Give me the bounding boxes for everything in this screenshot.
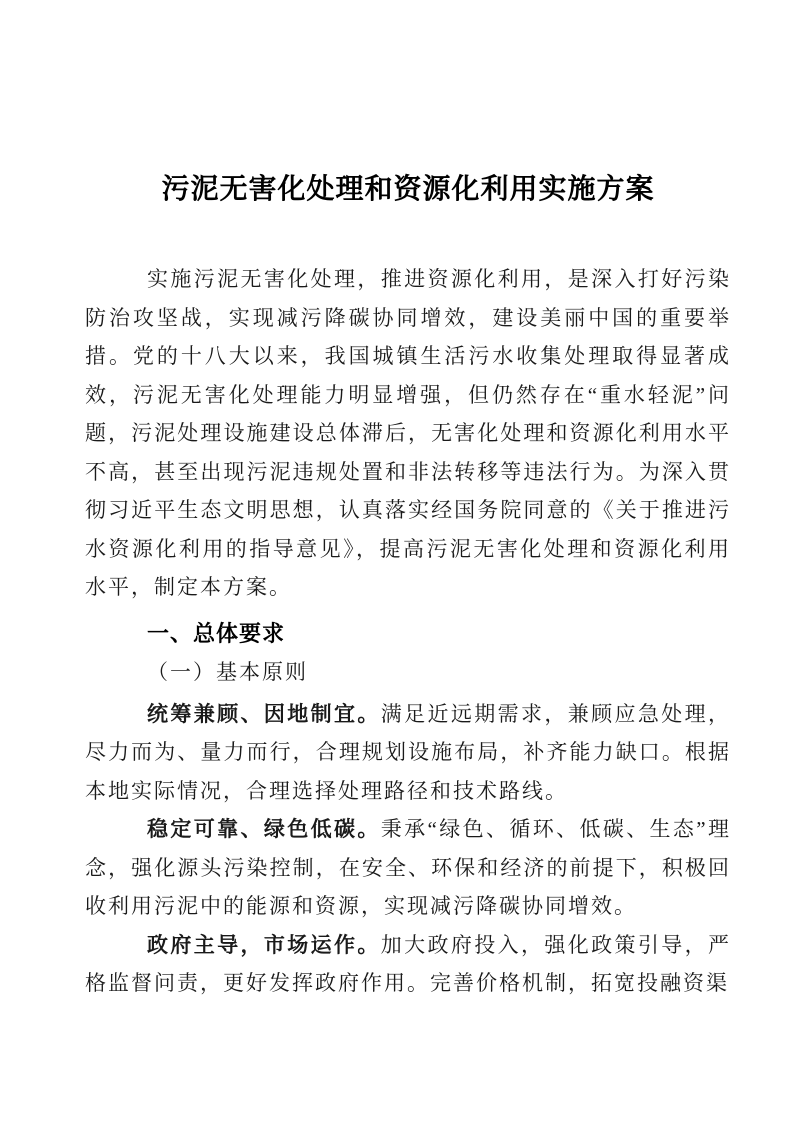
document-title: 污泥无害化处理和资源化利用实施方案 bbox=[161, 173, 655, 204]
principle-lead: 稳定可靠、绿色低碳。 bbox=[147, 817, 381, 841]
principle-body: 秉承“绿色、循环、低碳、生态”理念，强化源头污染控制，在安全、环保和经济的前提下，积极回收利用污泥中的能源和资源，实现减污降碳协同增效。 bbox=[85, 817, 732, 918]
section-heading: 一、总体要求 bbox=[147, 620, 286, 646]
document-body bbox=[85, 0, 731, 1003]
subsection-heading: （一）基本原则 bbox=[147, 660, 308, 684]
principle-lead: 政府主导，市场运作。 bbox=[147, 932, 381, 957]
principle-paragraph bbox=[85, 926, 731, 1003]
intro-paragraph: 实施污泥无害化处理，推进资源化利用，是深入打好污染防治攻坚战，实现减污降碳协同增效，建设美丽中国的重要举措。党的十八大以来，我国城镇生活污水收集处理取得显著成效，污泥无害化处理能力明显增强，但仍然存在“重水轻泥”问题，污泥处理设施建设总体滞后，无害化处理和资源化利用水平不高，甚至出现污泥违规处置和非法转移等违法行为。为深入贯彻习近平生态文明思想，认真落实经国务院同意的《关于推进污水资源化利用的指导意见》，提高污泥无害化处理和资源化利用水平，制定本方案。 bbox=[85, 267, 731, 599]
principle-paragraph bbox=[85, 810, 731, 926]
principle-body: 满足近远期需求，兼顾应急处理，尽力而为、量力而行，合理规划设施布局，补齐能力缺口。根据本地实际情况，合理选择处理路径和技术路线。 bbox=[85, 701, 731, 803]
principle-lead: 统筹兼顾、因地制宜。 bbox=[147, 701, 381, 726]
principle-body: 加大政府投入，强化政策引导，严格监督问责，更好发挥政府作用。完善价格机制，拓宽投融资渠 bbox=[85, 932, 731, 995]
principle-paragraph bbox=[85, 695, 731, 811]
